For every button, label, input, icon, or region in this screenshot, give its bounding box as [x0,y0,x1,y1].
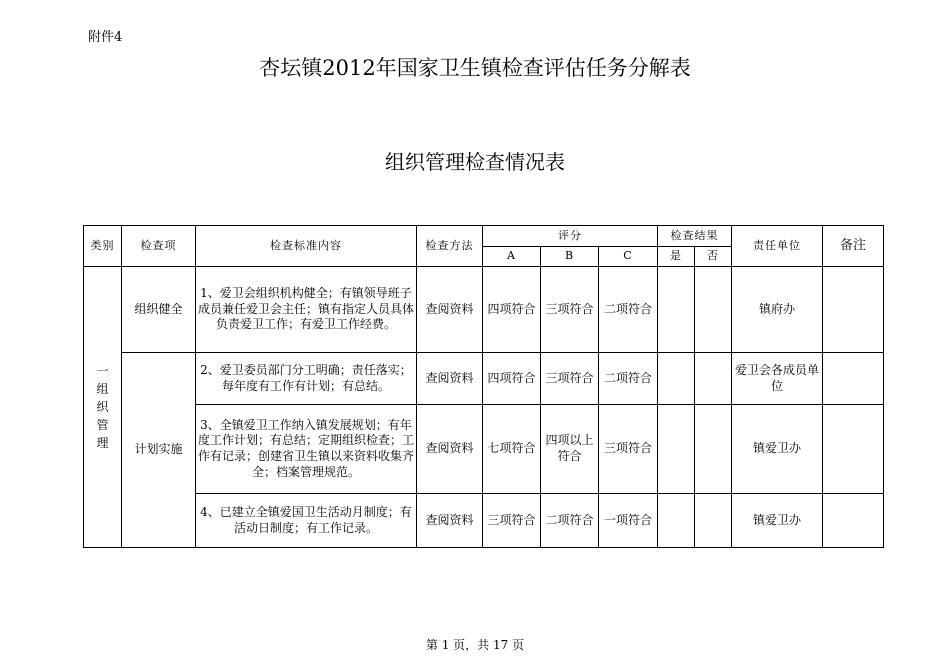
standard-cell: 2、爱卫委员部门分工明确；责任落实；每年度有工作有计划；有总结。 [196,353,417,405]
grade-b-cell: 三项符合 [541,353,599,405]
category-cell [84,267,122,548]
department-cell: 爱卫会各成员单位 [732,353,823,405]
result-no-cell [695,494,732,548]
remark-cell [823,494,884,548]
header-remark: 备注 [823,226,884,267]
standard-cell: 4、已建立全镇爱国卫生活动月制度；有活动日制度；有工作记录。 [196,494,417,548]
header-result-yes: 是 [658,247,695,267]
method-cell: 查阅资料 [417,267,483,353]
grade-c-cell: 二项符合 [599,353,658,405]
grade-a-cell: 三项符合 [483,494,541,548]
table-row [84,405,884,494]
standard-cell: 1、爱卫会组织机构健全；有镇领导班子成员兼任爱卫会主任；镇有指定人员具体负责爱卫工作；有爱卫工作经费。 [196,267,417,353]
result-no-cell [695,405,732,494]
grade-c-cell: 一项符合 [599,494,658,548]
attachment-label: 附件4 [88,30,123,45]
result-yes-cell [658,405,695,494]
page-footer: 第 1 页，共 17 页 [425,638,525,652]
method-cell: 查阅资料 [417,494,483,548]
grade-c-cell: 三项符合 [599,405,658,494]
item-cell: 计划实施 [122,353,196,548]
department-cell: 镇爱卫办 [732,494,823,548]
table-row [84,494,884,548]
table-subtitle: 组织管理检查情况表 [385,150,565,174]
grade-b-cell: 三项符合 [541,267,599,353]
grade-b-cell: 四项以上符合 [541,405,599,494]
result-yes-cell [658,267,695,353]
header-category: 类别 [84,226,122,267]
header-grade-a: A [483,247,541,267]
remark-cell [823,353,884,405]
header-result: 检查结果 [658,226,732,247]
grade-c-cell: 二项符合 [599,267,658,353]
result-yes-cell [658,353,695,405]
remark-cell [823,267,884,353]
grade-b-cell: 二项符合 [541,494,599,548]
page-title: 杏坛镇2012年国家卫生镇检查评估任务分解表 [259,56,691,80]
remark-cell [823,405,884,494]
result-yes-cell [658,494,695,548]
department-cell: 镇府办 [732,267,823,353]
header-result-no: 否 [695,247,732,267]
item-cell: 组织健全 [122,267,196,353]
table-row [84,353,884,405]
result-no-cell [695,353,732,405]
standard-cell: 3、全镇爱卫工作纳入镇发展规划；有年度工作计划；有总结；定期组织检查；工作有记录；创建省卫生镇以来资料收集齐全；档案管理规范。 [196,405,417,494]
result-no-cell [695,267,732,353]
category-main: 一组织管理 [96,364,109,450]
header-grade-c: C [599,247,658,267]
method-cell: 查阅资料 [417,353,483,405]
table-row [84,267,884,353]
header-grade: 评分 [483,226,658,247]
grade-a-cell: 四项符合 [483,353,541,405]
header-grade-b: B [541,247,599,267]
header-standard: 检查标准内容 [196,226,417,267]
grade-a-cell: 四项符合 [483,267,541,353]
inspection-table [83,225,884,548]
header-method: 检查方法 [417,226,483,267]
grade-a-cell: 七项符合 [483,405,541,494]
department-cell: 镇爱卫办 [732,405,823,494]
header-item: 检查项 [122,226,196,267]
header-department: 责任单位 [732,226,823,267]
method-cell: 查阅资料 [417,405,483,494]
header-row-1 [84,226,884,247]
